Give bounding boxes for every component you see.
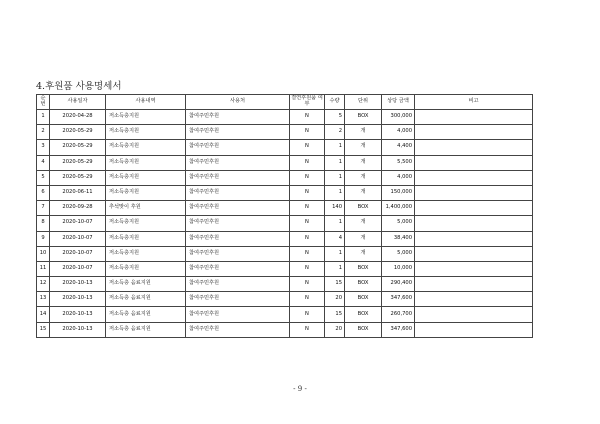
table-row (37, 292, 533, 307)
table-row (37, 140, 533, 155)
note-cell (415, 261, 533, 276)
table-row (37, 246, 533, 261)
note-cell (415, 231, 533, 246)
column-header: 사용일자 (50, 95, 106, 110)
row-number-cell: 1 (37, 110, 50, 125)
use-description-cell: 저소득층지원 (106, 261, 186, 276)
sponsorship-flag-cell: N (290, 125, 325, 140)
use-date-cell: 2020-05-29 (50, 125, 106, 140)
table-row (37, 322, 533, 337)
use-date-cell: 2020-10-07 (50, 261, 106, 276)
use-place-cell: 참여주민후원 (186, 170, 290, 185)
quantity-cell: 15 (325, 307, 345, 322)
amount-cell: 5,500 (382, 155, 415, 170)
amount-cell: 5,000 (382, 246, 415, 261)
use-description-cell: 저소득층지원 (106, 246, 186, 261)
unit-cell: 개 (345, 216, 382, 231)
use-description-cell: 저소득층지원 (106, 170, 186, 185)
row-number-cell: 2 (37, 125, 50, 140)
unit-cell: BOX (345, 292, 382, 307)
column-header: 순번 (37, 95, 50, 110)
note-cell (415, 277, 533, 292)
use-description-cell: 저소득층 음료지원 (106, 307, 186, 322)
row-number-cell: 7 (37, 201, 50, 216)
use-date-cell: 2020-10-07 (50, 231, 106, 246)
use-date-cell: 2020-10-07 (50, 216, 106, 231)
unit-cell: BOX (345, 322, 382, 337)
use-description-cell: 저소득층 음료지원 (106, 322, 186, 337)
sponsorship-flag-cell: N (290, 277, 325, 292)
table-row (37, 277, 533, 292)
unit-cell: BOX (345, 261, 382, 276)
table-row (37, 216, 533, 231)
table-row (37, 261, 533, 276)
quantity-cell: 140 (325, 201, 345, 216)
sponsorship-flag-cell: N (290, 201, 325, 216)
amount-cell: 260,700 (382, 307, 415, 322)
row-number-cell: 5 (37, 170, 50, 185)
unit-cell: 개 (345, 125, 382, 140)
sponsorship-flag-cell: N (290, 155, 325, 170)
note-cell (415, 110, 533, 125)
use-place-cell: 참여주민후원 (186, 292, 290, 307)
quantity-cell: 1 (325, 246, 345, 261)
use-description-cell: 저소득층지원 (106, 140, 186, 155)
table-row (37, 201, 533, 216)
use-description-cell: 저소득층 음료지원 (106, 292, 186, 307)
table-row (37, 155, 533, 170)
note-cell (415, 155, 533, 170)
amount-cell: 4,400 (382, 140, 415, 155)
row-number-cell: 6 (37, 185, 50, 200)
row-number-cell: 11 (37, 261, 50, 276)
quantity-cell: 1 (325, 155, 345, 170)
row-number-cell: 3 (37, 140, 50, 155)
quantity-cell: 20 (325, 292, 345, 307)
column-header: 사용처 (186, 95, 290, 110)
row-number-cell: 15 (37, 322, 50, 337)
amount-cell: 10,000 (382, 261, 415, 276)
amount-cell: 300,000 (382, 110, 415, 125)
use-date-cell: 2020-09-28 (50, 201, 106, 216)
column-header: 단위 (345, 95, 382, 110)
use-place-cell: 참여주민후원 (186, 307, 290, 322)
unit-cell: BOX (345, 201, 382, 216)
table-row (37, 185, 533, 200)
quantity-cell: 4 (325, 231, 345, 246)
sponsorship-flag-cell: N (290, 261, 325, 276)
unit-cell: 개 (345, 246, 382, 261)
amount-cell: 38,400 (382, 231, 415, 246)
amount-cell: 1,400,000 (382, 201, 415, 216)
donation-usage-table (36, 94, 533, 338)
note-cell (415, 322, 533, 337)
use-place-cell: 참여주민후원 (186, 277, 290, 292)
use-date-cell: 2020-10-07 (50, 246, 106, 261)
use-place-cell: 참여주민후원 (186, 155, 290, 170)
table-header-row (37, 95, 533, 110)
use-date-cell: 2020-05-29 (50, 155, 106, 170)
row-number-cell: 10 (37, 246, 50, 261)
use-date-cell: 2020-10-13 (50, 292, 106, 307)
use-place-cell: 참여주민후원 (186, 246, 290, 261)
use-description-cell: 저소득층지원 (106, 110, 186, 125)
unit-cell: 개 (345, 231, 382, 246)
note-cell (415, 140, 533, 155)
row-number-cell: 8 (37, 216, 50, 231)
amount-cell: 5,000 (382, 216, 415, 231)
note-cell (415, 216, 533, 231)
unit-cell: 개 (345, 185, 382, 200)
amount-cell: 347,600 (382, 292, 415, 307)
use-date-cell: 2020-05-29 (50, 140, 106, 155)
unit-cell: BOX (345, 307, 382, 322)
quantity-cell: 1 (325, 140, 345, 155)
row-number-cell: 4 (37, 155, 50, 170)
table-body (37, 110, 533, 338)
sponsorship-flag-cell: N (290, 216, 325, 231)
sponsorship-flag-cell: N (290, 307, 325, 322)
table-row (37, 110, 533, 125)
section-title: 4.후원품 사용명세서 (36, 81, 122, 92)
use-place-cell: 참여주민후원 (186, 125, 290, 140)
sponsorship-flag-cell: N (290, 246, 325, 261)
use-description-cell: 저소득층지원 (106, 185, 186, 200)
table-row (37, 231, 533, 246)
use-place-cell: 참여주민후원 (186, 185, 290, 200)
use-description-cell: 저소득층지원 (106, 155, 186, 170)
use-description-cell: 저소득층지원 (106, 231, 186, 246)
sponsorship-flag-cell: N (290, 322, 325, 337)
use-description-cell: 저소득층 음료지원 (106, 277, 186, 292)
note-cell (415, 307, 533, 322)
sponsorship-flag-cell: N (290, 170, 325, 185)
quantity-cell: 1 (325, 261, 345, 276)
quantity-cell: 1 (325, 170, 345, 185)
column-header: 결연후원품 여부 (290, 95, 325, 110)
amount-cell: 4,000 (382, 170, 415, 185)
amount-cell: 347,600 (382, 322, 415, 337)
row-number-cell: 9 (37, 231, 50, 246)
note-cell (415, 185, 533, 200)
table-row (37, 170, 533, 185)
use-date-cell: 2020-05-29 (50, 170, 106, 185)
use-date-cell: 2020-10-13 (50, 307, 106, 322)
use-description-cell: 저소득층지원 (106, 125, 186, 140)
amount-cell: 4,000 (382, 125, 415, 140)
quantity-cell: 1 (325, 185, 345, 200)
unit-cell: 개 (345, 170, 382, 185)
sponsorship-flag-cell: N (290, 140, 325, 155)
use-place-cell: 참여주민후원 (186, 201, 290, 216)
use-place-cell: 참여주민후원 (186, 231, 290, 246)
note-cell (415, 246, 533, 261)
column-header: 비고 (415, 95, 533, 110)
use-place-cell: 참여주민후원 (186, 216, 290, 231)
unit-cell: BOX (345, 277, 382, 292)
column-header: 수량 (325, 95, 345, 110)
use-date-cell: 2020-10-13 (50, 277, 106, 292)
sponsorship-flag-cell: N (290, 231, 325, 246)
quantity-cell: 20 (325, 322, 345, 337)
column-header: 상당 금액 (382, 95, 415, 110)
amount-cell: 290,400 (382, 277, 415, 292)
unit-cell: BOX (345, 110, 382, 125)
column-header: 사용내역 (106, 95, 186, 110)
note-cell (415, 125, 533, 140)
use-place-cell: 참여주민후원 (186, 110, 290, 125)
use-date-cell: 2020-10-13 (50, 322, 106, 337)
page-number: - 9 - (293, 385, 307, 393)
quantity-cell: 1 (325, 216, 345, 231)
use-place-cell: 참여주민후원 (186, 140, 290, 155)
use-place-cell: 참여주민후원 (186, 261, 290, 276)
note-cell (415, 292, 533, 307)
row-number-cell: 13 (37, 292, 50, 307)
row-number-cell: 14 (37, 307, 50, 322)
use-date-cell: 2020-06-11 (50, 185, 106, 200)
table-row (37, 125, 533, 140)
use-date-cell: 2020-04-28 (50, 110, 106, 125)
sponsorship-flag-cell: N (290, 110, 325, 125)
unit-cell: 개 (345, 155, 382, 170)
quantity-cell: 5 (325, 110, 345, 125)
table-row (37, 307, 533, 322)
unit-cell: 개 (345, 140, 382, 155)
use-description-cell: 추석맞이 후원 (106, 201, 186, 216)
note-cell (415, 170, 533, 185)
row-number-cell: 12 (37, 277, 50, 292)
sponsorship-flag-cell: N (290, 292, 325, 307)
use-description-cell: 저소득층지원 (106, 216, 186, 231)
sponsorship-flag-cell: N (290, 185, 325, 200)
quantity-cell: 2 (325, 125, 345, 140)
use-place-cell: 참여주민후원 (186, 322, 290, 337)
quantity-cell: 15 (325, 277, 345, 292)
amount-cell: 150,000 (382, 185, 415, 200)
note-cell (415, 201, 533, 216)
